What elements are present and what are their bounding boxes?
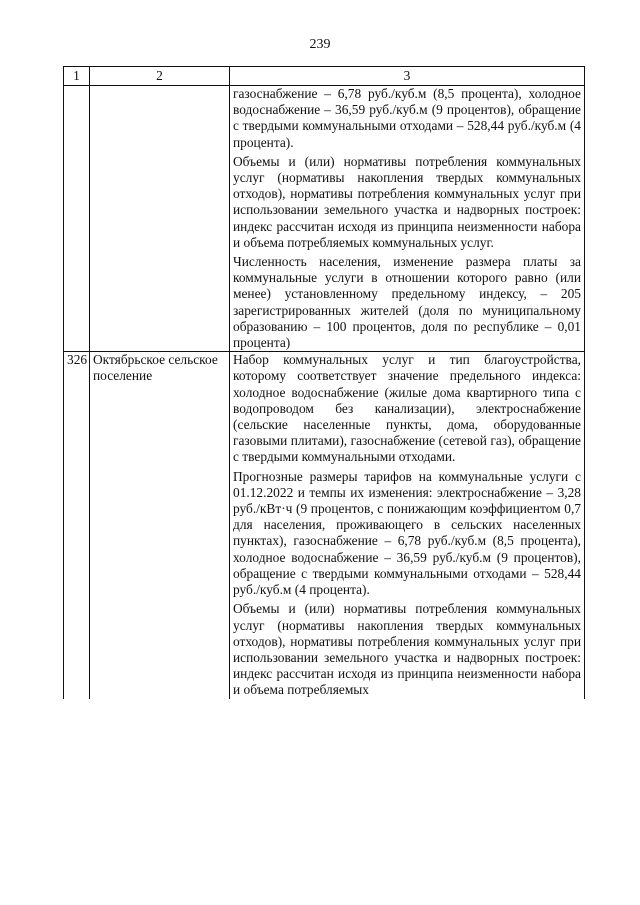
table-row-continued: [64, 86, 585, 352]
row-settlement-name: Октябрьское сельское поселение: [90, 352, 230, 699]
tariff-table: [63, 66, 585, 699]
row-number: 326: [64, 352, 90, 699]
column-header-1: 1: [64, 67, 90, 86]
paragraph-consumption-norms: Объемы и (или) нормативы потребления коммунальных услуг (нормативы накопления твердых коммунальных отходов), нормативы потребления коммунальных услуг при использовании земельного участка и надворных построек: индекс рассчитан исходя из принципа неизменности набора и объема потребляемых: [233, 601, 581, 698]
paragraph-consumption-norms: Объемы и (или) нормативы потребления коммунальных услуг (нормативы накопления твердых коммунальных отходов), нормативы потребления коммунальных услуг при использовании земельного участка и надворных построек: индекс рассчитан исходя из принципа неизменности набора и объема потребляемых коммунальных услуг.: [233, 153, 581, 250]
paragraph-tariffs-continued: газоснабжение – 6,78 руб./куб.м (8,5 процента), холодное водоснабжение – 36,59 руб./куб.м (9 процентов), обращение с твердыми коммунальными отходами – 528,44 руб./куб.м (4 процента).: [233, 86, 581, 150]
table-row-326: [64, 352, 585, 699]
column-header-3: 3: [230, 67, 585, 86]
row-description: [230, 86, 585, 352]
table-header-row: [64, 67, 585, 86]
paragraph-forecast-tariffs: Прогнозные размеры тарифов на коммунальные услуги с 01.12.2022 и темпы их изменения: электроснабжение – 3,28 руб./кВт·ч (9 процентов, с понижающим коэффициентом 0,7 для населения, проживающего в сельских населенных пунктах), газоснабжение – 6,78 руб./куб.м (8,5 процента), холодное водоснабжение – 36,59 руб./куб.м (9 процентов), обращение с твердыми коммунальными отходами – 528,44 руб./куб.м (4 процента).: [233, 468, 581, 598]
row-description: [230, 352, 585, 699]
page-number: 239: [309, 37, 331, 52]
paragraph-service-set: Набор коммунальных услуг и тип благоустройства, которому соответствует значение предельного индекса: холодное водоснабжение (жилые дома квартирного типа с водопроводом без канализации), электроснабжение (сельские населенные пункты, дома, оборудованные газовыми плитами), газоснабжение (сетевой газ), обращение с твердыми коммунальными отходами.: [233, 352, 581, 465]
row-settlement-name: [90, 86, 230, 352]
column-header-2: 2: [90, 67, 230, 86]
row-number: [64, 86, 90, 352]
paragraph-population: Численность населения, изменение размера платы за коммунальные услуги в отношении которого равно (или менее) установленному предельному индексу, – 205 зарегистрированных жителей (доля по муниципальному образованию – 100 процентов, доля по республике – 0,01 процента): [233, 254, 581, 351]
